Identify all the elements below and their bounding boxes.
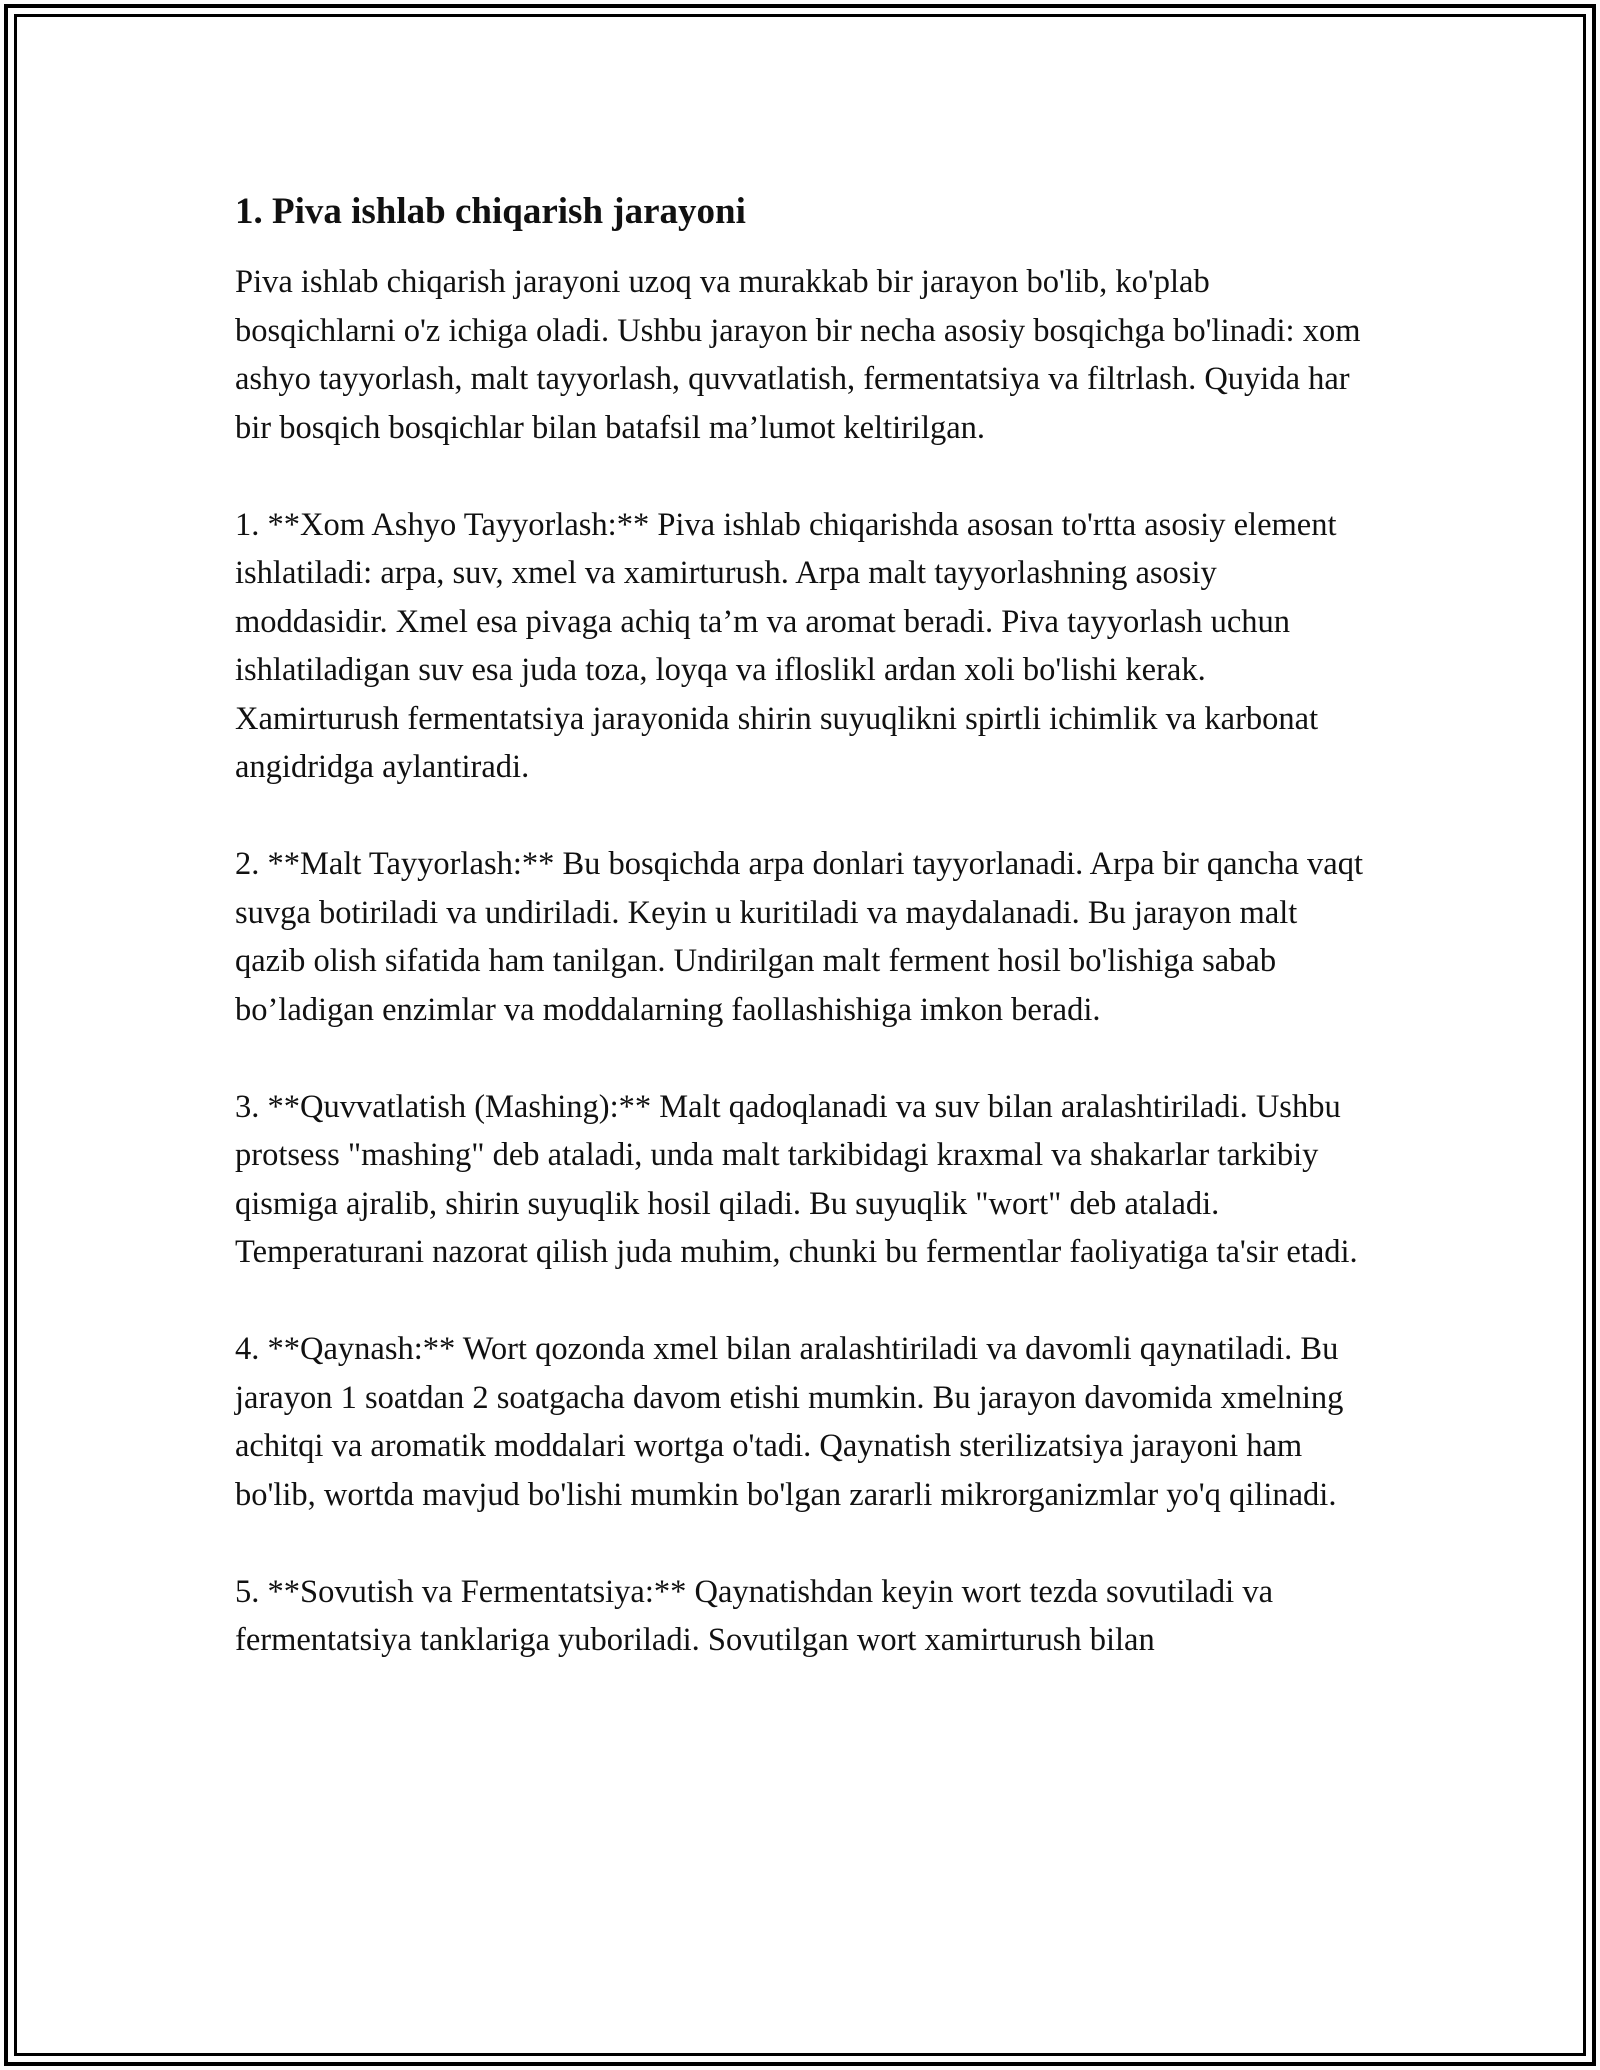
paragraph-step-2: 2. **Malt Tayyorlash:** Bu bosqichda arpa donlari tayyorlanadi. Arpa bir qancha vaqt suvga botiriladi va undiriladi. Keyin u kuritiladi va maydalanadi. Bu jarayon malt qazib olish sifatida ham tanilgan. Undirilgan malt ferment hosil bo'lishiga sabab bo’ladigan enzimlar va moddalarning faollashishiga imkon beradi. <box>235 846 1364 1028</box>
paragraph-step-1: 1. **Xom Ashyo Tayyorlash:** Piva ishlab chiqarishda asosan to'rtta asosiy element ishlatiladi: arpa, suv, xmel va xamirturush. Arpa malt tayyorlashning asosiy moddasidir. Xmel esa pivaga achiq ta’m va aromat beradi. Piva tayyorlash uchun ishlatiladigan suv esa juda toza, loyqa va ifloslikl ardan xoli bo'lishi kerak. Xamirturush fermentatsiya jarayonida shirin suyuqlikni spirtli ichimlik va karbonat angidridga aylantiradi. <box>235 506 1337 785</box>
paragraph-intro: Piva ishlab chiqarish jarayoni uzoq va murakkab bir jarayon bo'lib, ko'plab bosqichlarni o'z ichiga oladi. Ushbu jarayon bir necha asosiy bosqichga bo'linadi: xom ashyo tayyorlash, malt tayyorlash, quvvatlatish, fermentatsiya va filtrlash. Quyida har bir bosqich bosqichlar bilan batafsil ma’lumot keltirilgan. <box>235 264 1361 446</box>
paragraph-step-5: 5. **Sovutish va Fermentatsiya:** Qaynatishdan keyin wort tezda sovutiladi va fermentatsiya tanklariga yuboriladi. Sovutilgan wort xamirturush bilan <box>235 1573 1274 1658</box>
paragraph-step-4: 4. **Qaynash:** Wort qozonda xmel bilan aralashtiriladi va davomli qaynatiladi. Bu jarayon 1 soatdan 2 soatgacha davom etishi mumkin. Bu jarayon davomida xmelning achitqi va aromatik moddalari wortga o'tadi. Qaynatish sterilizatsiya jarayoni ham bo'lib, wortda mavjud bo'lishi mumkin bo'lgan zararli mikrorganizmlar yo'q qilinadi. <box>235 1331 1344 1513</box>
document-title: 1. Piva ishlab chiqarish jarayoni <box>235 191 746 232</box>
document-body <box>235 188 1375 1713</box>
paragraph-step-3: 3. **Quvvatlatish (Mashing):** Malt qadoqlanadi va suv bilan aralashtiriladi. Ushbu protsess "mashing" deb ataladi, unda malt tarkibidagi kraxmal va shakarlar tarkibiy qismiga ajralib, shirin suyuqlik hosil qiladi. Bu suyuqlik "wort" deb ataladi. Temperaturani nazorat qilish juda muhim, chunki bu fermentlar faoliyatiga ta'sir etadi. <box>235 1088 1358 1270</box>
